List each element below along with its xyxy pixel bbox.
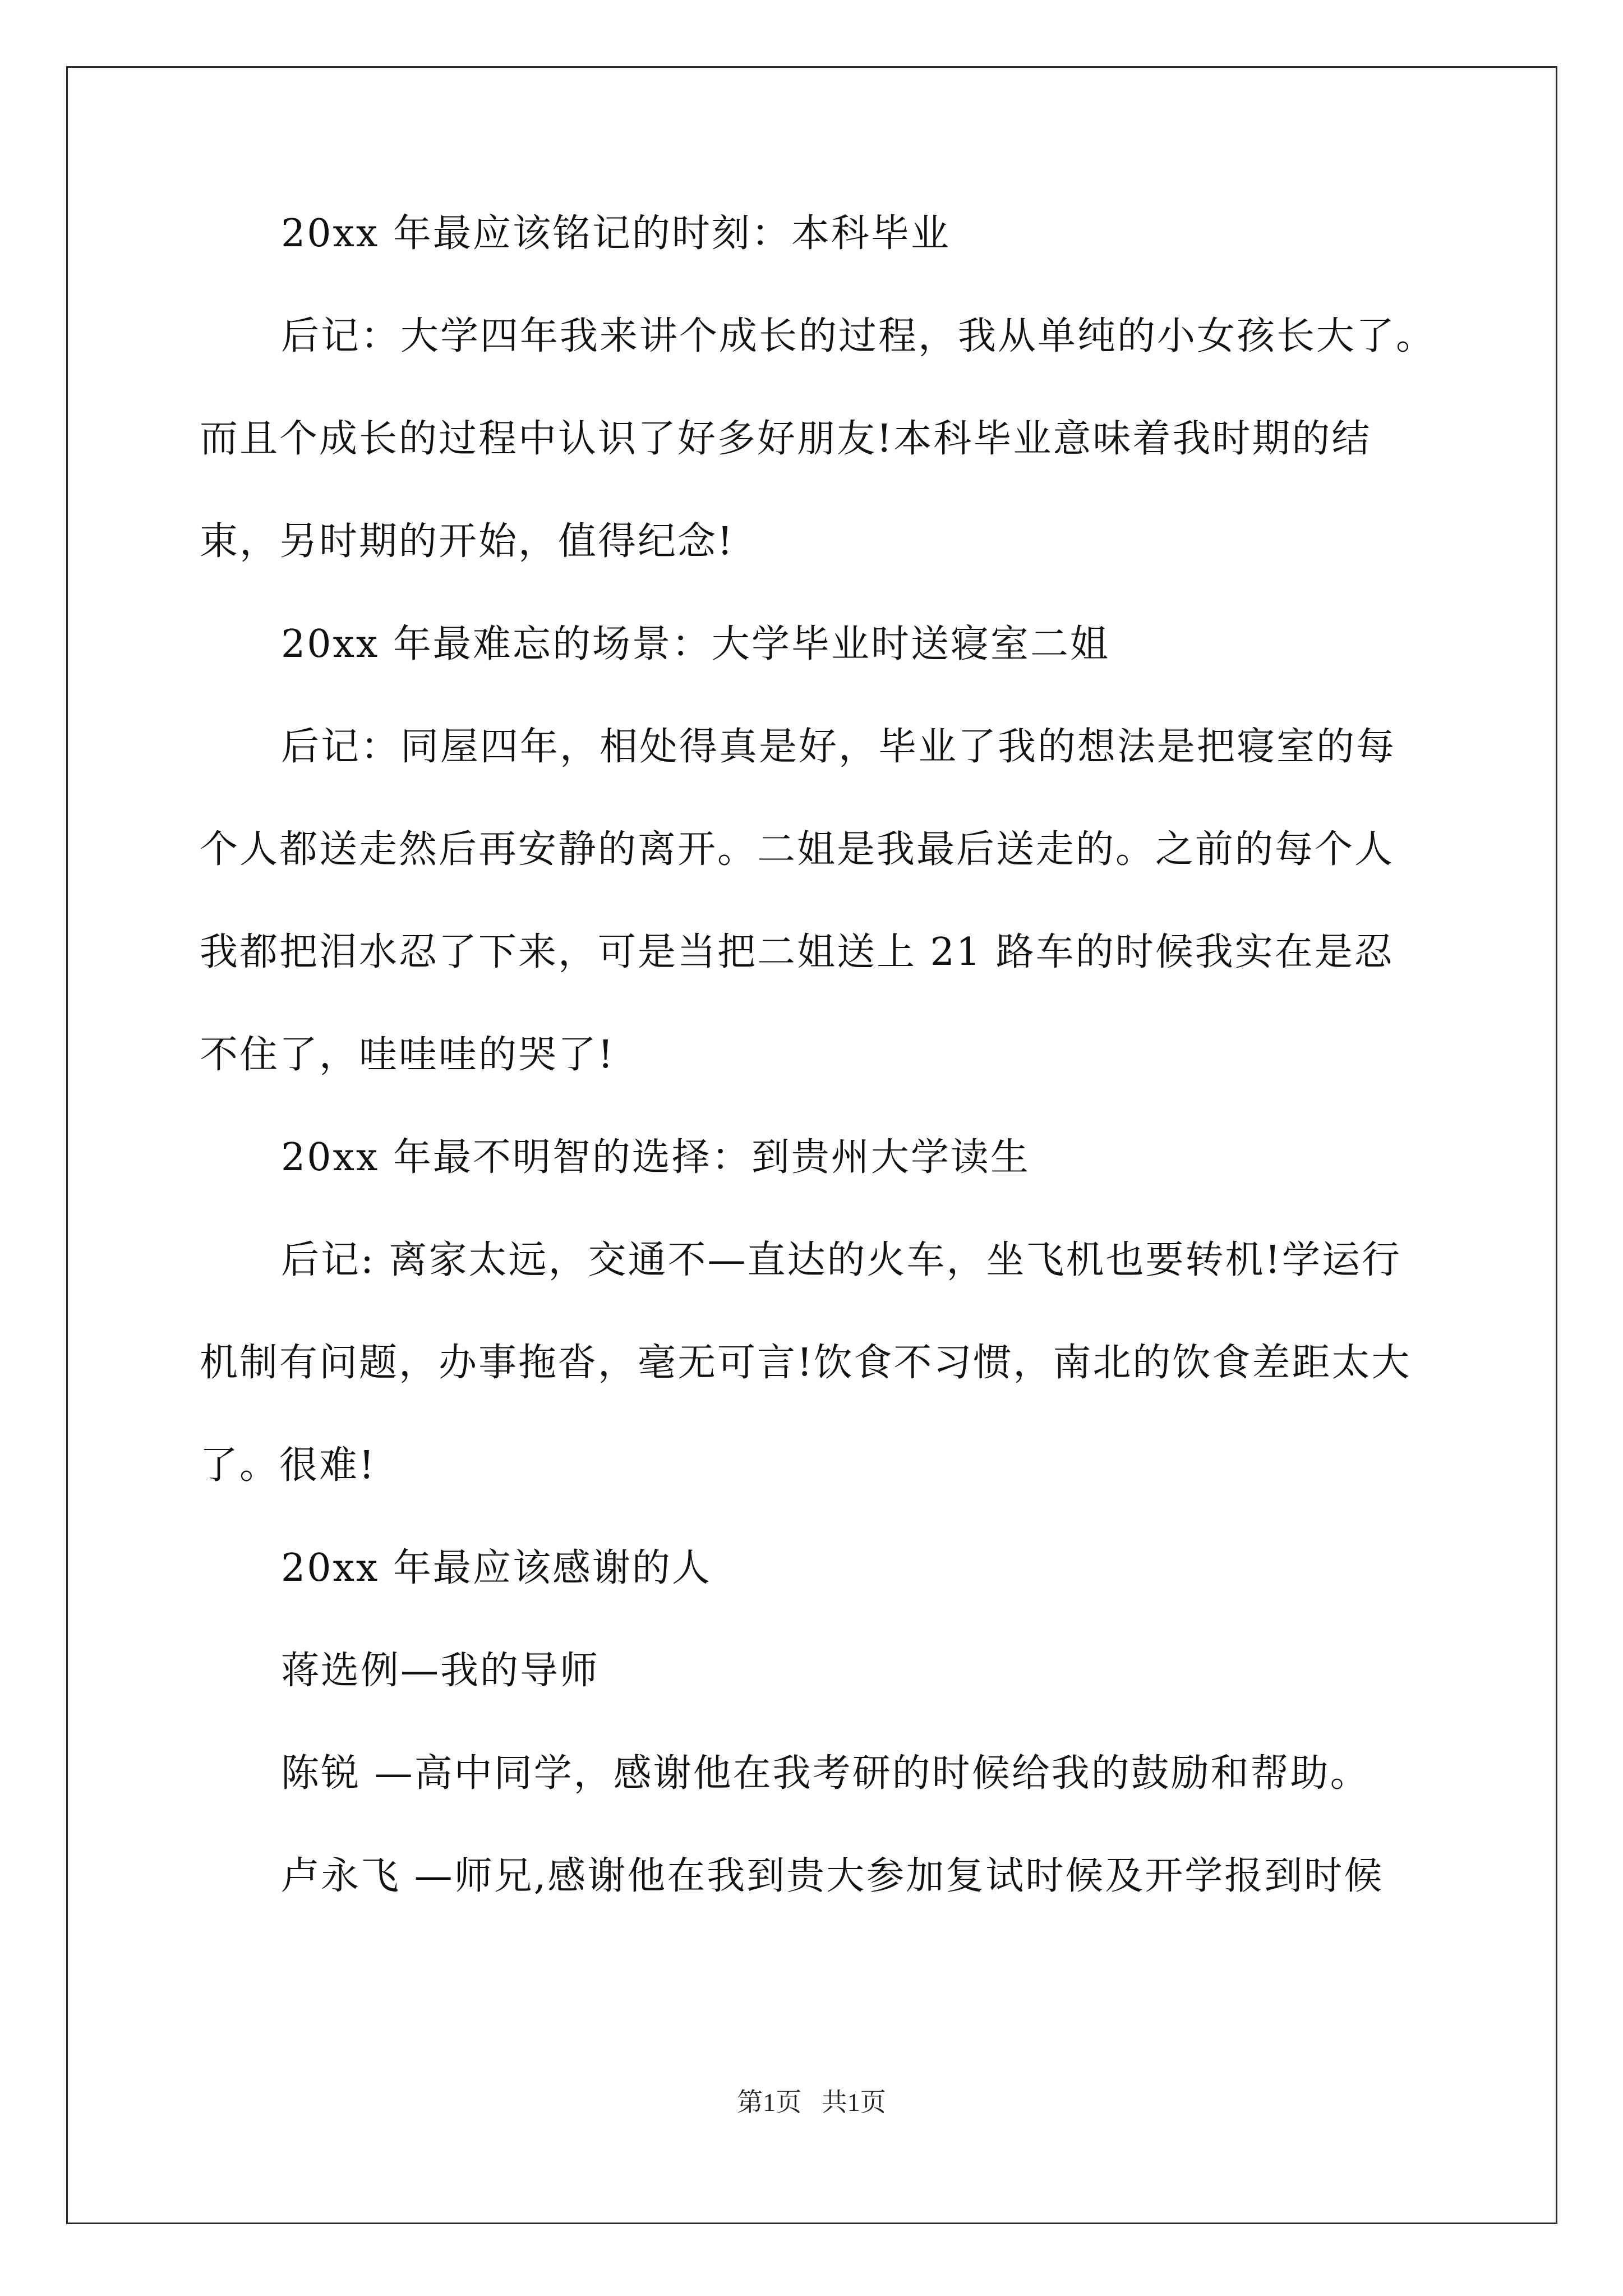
paragraph-line: 后记: 离家太远，交通不—直达的火车，坐飞机也要转机!学运行: [281, 1238, 1401, 1282]
paragraph-line: 个人都送走然后再安静的离开。二姐是我最后送走的。之前的每个人: [200, 827, 1395, 872]
paragraph-line: 后记：大学四年我来讲个成长的过程，我从单纯的小女孩长大了。: [281, 314, 1436, 358]
heading-unwise-choice: 20xx 年最不明智的选择：到贵州大学读生: [281, 1135, 1030, 1180]
heading-graduation: 20xx 年最应该铭记的时刻：本科毕业: [281, 211, 951, 256]
thanks-entry: 陈锐 —高中同学，感谢他在我考研的时候给我的鼓励和帮助。: [281, 1751, 1370, 1796]
paragraph-line: 而且个成长的过程中认识了好多好朋友!本科毕业意味着我时期的结: [200, 417, 1372, 461]
paragraph-line: 后记：同屋四年，相处得真是好，毕业了我的想法是把寝室的每: [281, 725, 1396, 769]
page-number: 第1页: [737, 2088, 802, 2116]
paragraph-line: 不住了，哇哇哇的哭了!: [200, 1033, 615, 1077]
page-footer: [0, 2086, 1623, 2119]
paragraph-line: 束，另时期的开始，值得纪念!: [200, 519, 735, 564]
paragraph-line: 我都把泪水忍了下来，可是当把二姐送上 21 路车的时候我实在是忍: [200, 930, 1394, 974]
paragraph-line: 了。很难!: [200, 1443, 376, 1488]
page-total: 共1页: [821, 2088, 886, 2116]
heading-thanks: 20xx 年最应该感谢的人: [281, 1546, 712, 1590]
heading-memorable-scene: 20xx 年最难忘的场景：大学毕业时送寝室二姐: [281, 622, 1110, 666]
thanks-entry: 蒋选例—我的导师: [281, 1649, 600, 1693]
thanks-entry: 卢永飞 —师兄,感谢他在我到贵大参加复试时候及开学报到时候: [281, 1854, 1384, 1898]
paragraph-line: 机制有问题，办事拖沓，毫无可言!饮食不习惯，南北的饮食差距太大: [200, 1341, 1412, 1385]
